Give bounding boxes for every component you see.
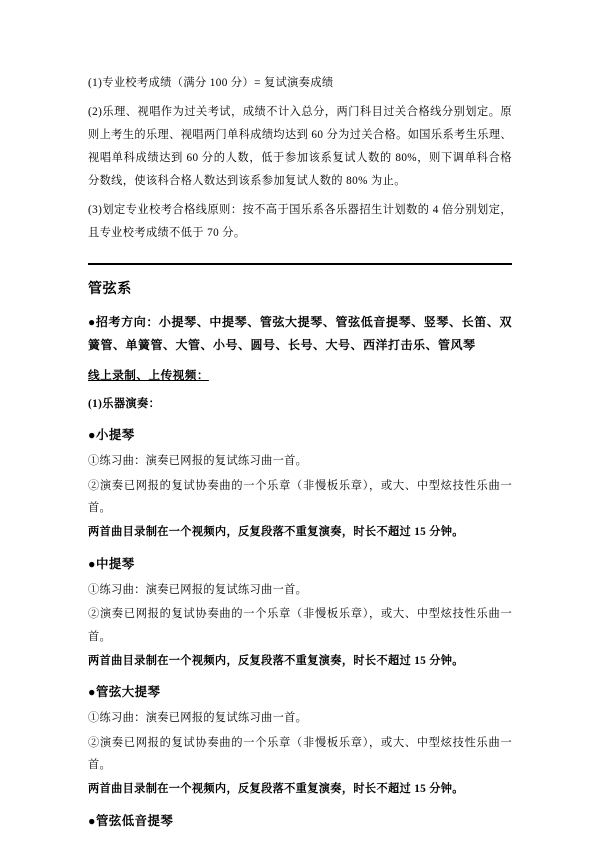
instrument-note: 两首曲目录制在一个视频内，反复段落不重复演奏，时长不超过 15 分钟。 [88,526,464,539]
admission-directions: ●招考方向：小提琴、中提琴、管弦大提琴、管弦低音提琴、竖琴、长笛、双簧管、单簧管、大管、小号、圆号、长号、大号、西洋打击乐、管风琴 [88,315,512,353]
instrument-requirement: ②演奏已网报的复试协奏曲的一个乐章（非慢板乐章），或大、中型炫技性乐曲一首。 [88,608,512,643]
instrument-requirement: ①练习曲：演奏已网报的复试练习曲一首。 [88,455,308,468]
instrument-requirement: ②演奏已网报的复试协奏曲的一个乐章（非慢板乐章），或大、中型炫技性乐曲一首。 [88,479,512,515]
section-title-orchestra: 管弦系 [88,281,132,297]
instrument-block [88,809,512,834]
instrument-requirement: ①练习曲：演奏已网报的复试练习曲一首。 [88,712,308,725]
instrument-requirement: ②演奏已网报的复试协奏曲的一个乐章（非慢板乐章），或大、中型炫技性乐曲一首。 [88,736,512,771]
paragraph-scoring-rule-1: (1)专业校考成绩（满分 100 分）= 复试演奏成绩 [88,77,334,89]
instrument-block [88,552,512,672]
instrument-block [88,423,512,543]
recording-instruction: 线上录制、上传视频： [88,368,209,382]
instrument-name-double-bass: ●管弦低音提琴 [88,813,174,828]
instrument-note: 两首曲目录制在一个视频内，反复段落不重复演奏，时长不超过 15 分钟。 [88,783,464,796]
subsection-instrument-performance: (1)乐器演奏： [88,398,161,411]
instrument-note: 两首曲目录制在一个视频内，反复段落不重复演奏，时长不超过 15 分钟。 [88,654,464,667]
paragraph-scoring-rule-3: (3)划定专业校考合格线原则：按不高于国乐系各乐器招生计划数的 4 倍分别划定，且专业校考成绩不低于 70 分。 [88,203,512,239]
instrument-name-cello: ●管弦大提琴 [88,685,161,700]
section-divider [88,263,512,265]
instrument-name-viola: ●中提琴 [88,556,135,571]
instrument-block [88,680,512,800]
instrument-requirement: ①练习曲：演奏已网报的复试练习曲一首。 [88,583,308,596]
paragraph-scoring-rule-2: (2)乐理、视唱作为过关考试，成绩不计入总分，两门科目过关合格线分别划定。原则上考生的乐理、视唱两门单科成绩均达到 60 分为过关合格。如国乐系考生乐理、视唱单科成绩达到 60 分的人数，低于参加该系复试人数的 80%，则下调单科合格分数线，使该科合格人数达到该系参加复试人数的 80% 为止。 [88,105,512,187]
instrument-name-violin: ●小提琴 [88,428,135,443]
